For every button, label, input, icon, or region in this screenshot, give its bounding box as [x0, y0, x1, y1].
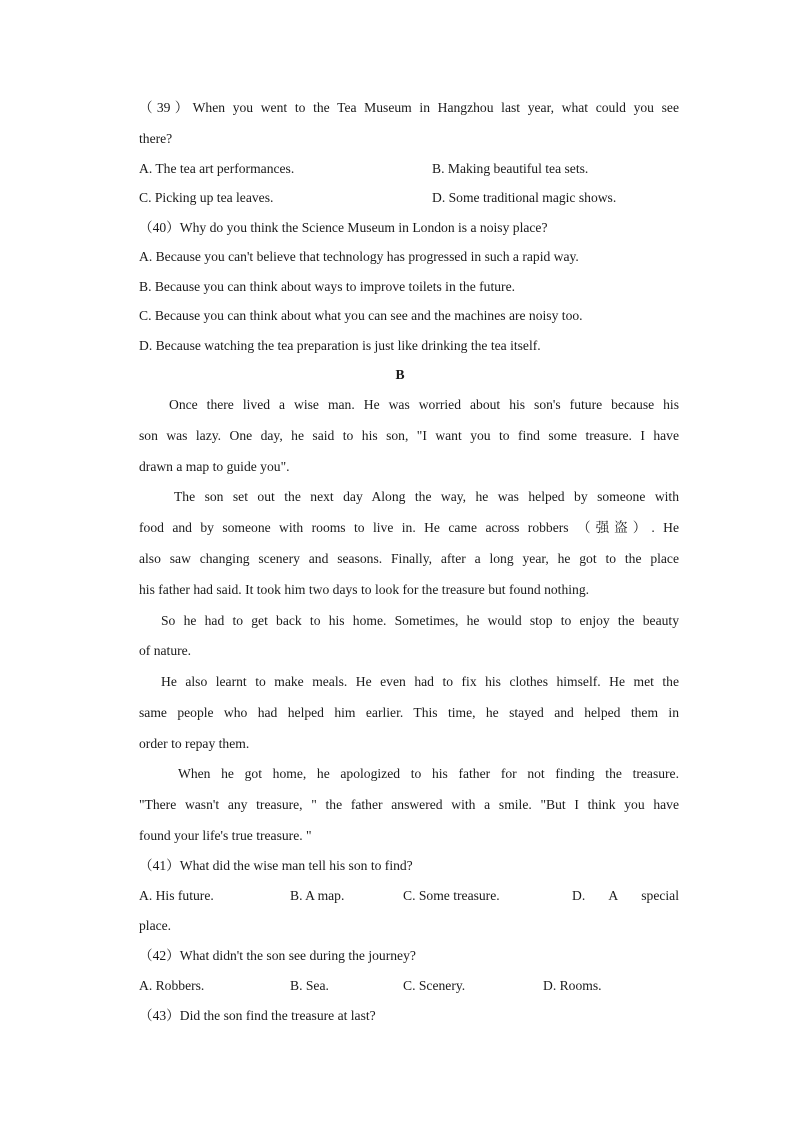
q42-question: （42）What didn't the son see during the journey? [139, 948, 416, 963]
q41-option-d-line1: D. A special [572, 888, 679, 903]
q42-option-b: B. Sea. [290, 978, 329, 993]
q39-question-line2: there? [139, 131, 173, 146]
passage-p3-line1: So he had to get back to his home. Sometimes, he would stop to enjoy the beauty [161, 613, 679, 628]
passage-p2-line1: The son set out the next day Along the way, he was helped by someone with [174, 489, 679, 504]
passage-p1-line3: drawn a map to guide you". [139, 459, 290, 474]
passage-p2-line2: food and by someone with rooms to live in. He came across robbers （强盗）. He [139, 520, 679, 535]
q39-option-d: D. Some traditional magic shows. [432, 190, 617, 205]
q40-option-c: C. Because you can think about what you can see and the machines are noisy too. [139, 308, 583, 323]
q39-option-b: B. Making beautiful tea sets. [432, 161, 589, 176]
q41-question: （41）What did the wise man tell his son to find? [139, 858, 413, 873]
passage-p1-line2: son was lazy. One day, he said to his son, "I want you to find some treasure. I have [139, 428, 679, 443]
section-b-heading: B [395, 367, 405, 382]
passage-p2-line4: his father had said. It took him two days to look for the treasure but found nothing. [139, 582, 590, 597]
q41-option-c: C. Some treasure. [403, 888, 500, 903]
q40-option-b: B. Because you can think about ways to improve toilets in the future. [139, 279, 516, 294]
q40-option-a: A. Because you can't believe that technology has progressed in such a rapid way. [139, 249, 579, 264]
passage-p5-line2: "There wasn't any treasure, " the father answered with a smile. "But I think you have [139, 797, 679, 812]
q39-question-line1: （39）When you went to the Tea Museum in Hangzhou last year, what could you see [139, 100, 679, 115]
q43-question: （43）Did the son find the treasure at last? [139, 1008, 376, 1023]
passage-p4-line2: same people who had helped him earlier. This time, he stayed and helped them in [139, 705, 679, 720]
q41-option-d-line2: place. [139, 918, 172, 933]
passage-p5-line1: When he got home, he apologized to his father for not finding the treasure. [178, 766, 679, 781]
q42-option-a: A. Robbers. [139, 978, 205, 993]
passage-p3-line2: of nature. [139, 643, 192, 658]
q42-option-c: C. Scenery. [403, 978, 466, 993]
q39-option-c: C. Picking up tea leaves. [139, 190, 274, 205]
passage-p2-line3: also saw changing scenery and seasons. Finally, after a long year, he got to the place [139, 551, 679, 566]
q41-option-b: B. A map. [290, 888, 345, 903]
q41-option-a: A. His future. [139, 888, 214, 903]
passage-p4-line1: He also learnt to make meals. He even had to fix his clothes himself. He met the [161, 674, 679, 689]
q39-option-a: A. The tea art performances. [139, 161, 295, 176]
q40-option-d: D. Because watching the tea preparation is just like drinking the tea itself. [139, 338, 541, 353]
passage-p5-line3: found your life's true treasure. " [139, 828, 312, 843]
q40-question: （40）Why do you think the Science Museum in London is a noisy place? [139, 220, 548, 235]
q42-option-d: D. Rooms. [543, 978, 602, 993]
passage-p4-line3: order to repay them. [139, 736, 250, 751]
passage-p1-line1: Once there lived a wise man. He was worried about his son's future because his [169, 397, 679, 412]
